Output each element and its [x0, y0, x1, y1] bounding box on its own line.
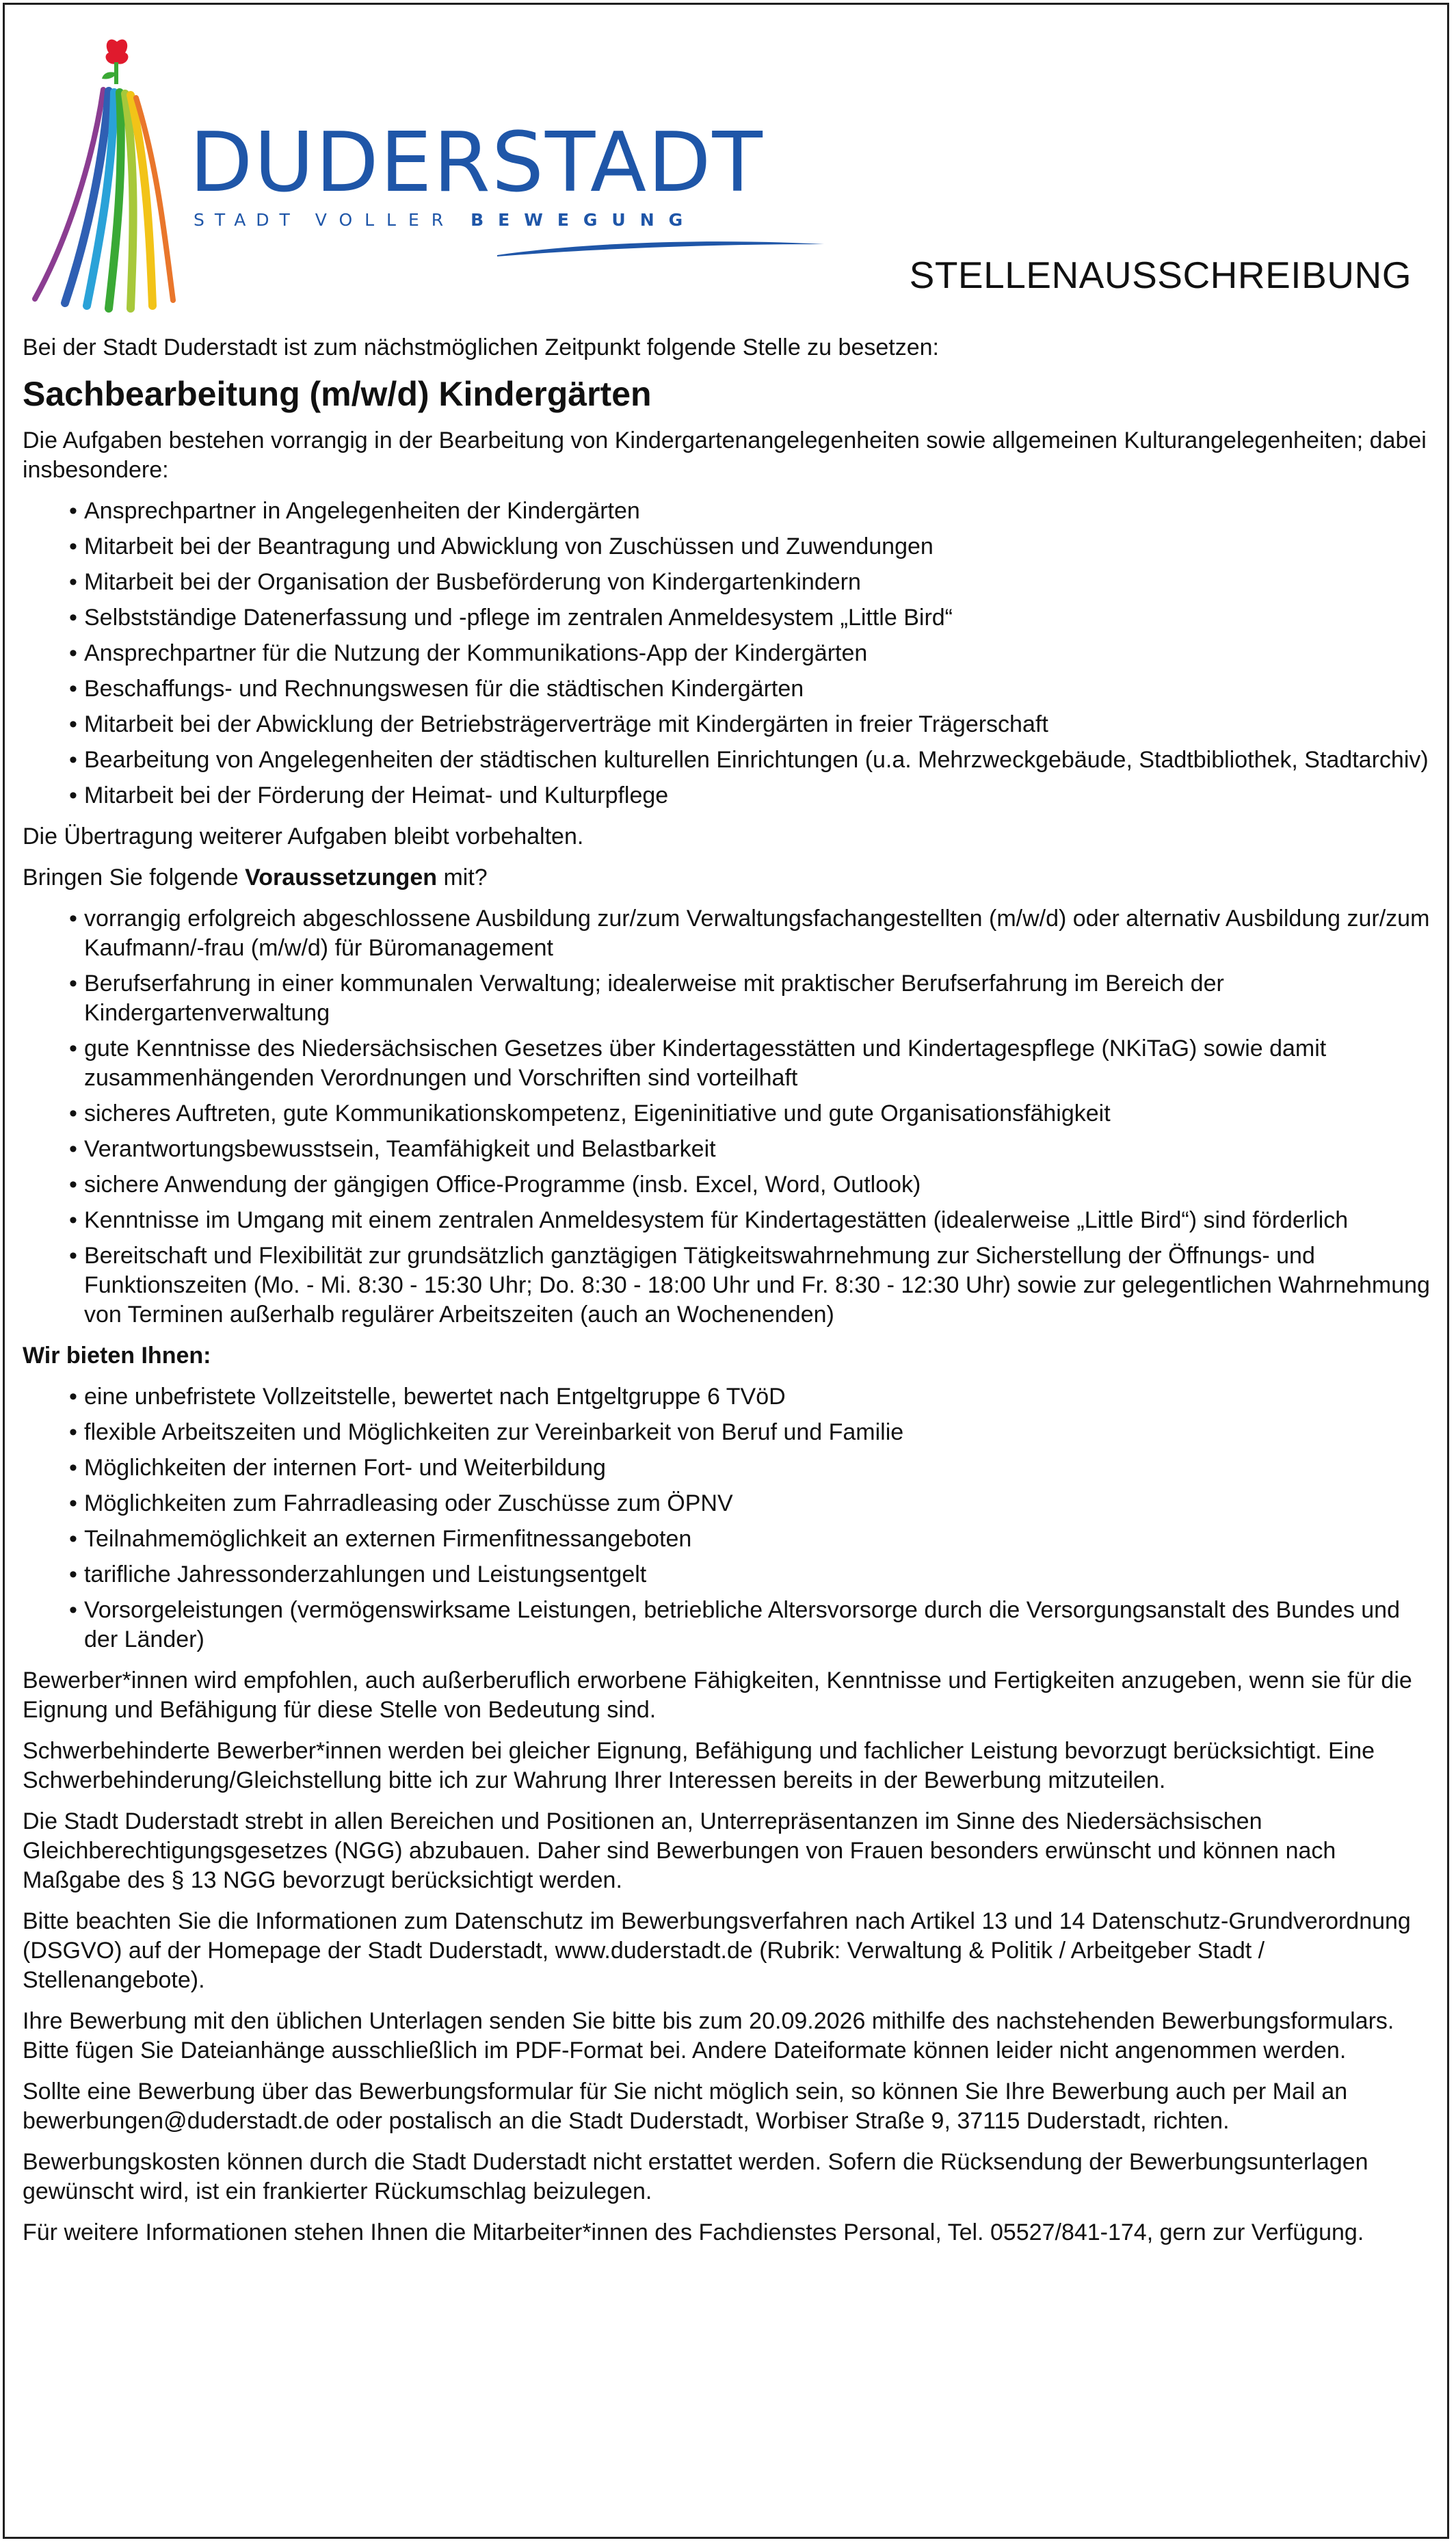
note-application-costs: Bewerbungskosten können durch die Stadt Duderstadt nicht erstattet werden. Sofern die Rücksendung der Bewerbungsunterlagen gewünscht wird, ist ein frankierter Rückumschlag beizulegen. — [23, 2149, 1368, 2204]
list-item: • Ansprechpartner für die Nutzung der Kommunikations-App der Kindergärten — [84, 639, 1431, 668]
logo-swoosh — [497, 237, 825, 261]
list-item: • Verantwortungsbewusstsein, Teamfähigkeit und Belastbarkeit — [84, 1135, 1431, 1164]
list-item: • Möglichkeiten der internen Fort- und Weiterbildung — [84, 1453, 1431, 1483]
list-item: • Mitarbeit bei der Abwicklung der Betriebsträgerverträge mit Kindergärten in freier Trägerschaft — [84, 710, 1431, 739]
list-item: • Mitarbeit bei der Förderung der Heimat- und Kulturpflege — [84, 781, 1431, 810]
requirements-intro — [23, 863, 1431, 893]
requirements-intro-prefix: Bringen Sie folgende — [23, 865, 246, 891]
list-item: • Mitarbeit bei der Organisation der Busbeförderung von Kindergartenkindern — [84, 568, 1431, 597]
tasks-list — [23, 497, 1431, 810]
city-tagline — [194, 211, 697, 228]
city-name-logotype: DUDERSTADT — [189, 116, 764, 211]
note-application-deadline: Ihre Bewerbung mit den üblichen Unterlagen senden Sie bitte bis zum 20.09.2026 mithilfe des nachstehenden Bewerbungsformulars. Bitte fügen Sie Dateianhänge ausschließlich im PDF-Format bei. Andere Dateiformate können leider nicht angenommen werden. — [23, 2008, 1394, 2063]
list-item: • Mitarbeit bei der Beantragung und Abwicklung von Zuschüssen und Zuwendungen — [84, 532, 1431, 562]
note-additional-skills: Bewerber*innen wird empfohlen, auch außerberuflich erworbene Fähigkeiten, Kenntnisse und Fertigkeiten anzugeben, wenn sie für die Eignung und Befähigung für diese Stelle von Bedeutung sind. — [23, 1667, 1412, 1723]
tagline-word-bewegung: BEWEGUNG — [471, 210, 698, 230]
offer-list — [23, 1382, 1431, 1654]
tasks-intro: Die Aufgaben bestehen vorrangig in der Bearbeitung von Kindergartenangelegenheiten sowie allgemeinen Kulturangelegenheiten; dabei insbesondere: — [23, 427, 1427, 483]
list-item: • Ansprechpartner in Angelegenheiten der Kindergärten — [84, 497, 1431, 526]
list-item: • Möglichkeiten zum Fahrradleasing oder Zuschüsse zum ÖPNV — [84, 1489, 1431, 1518]
list-item: • Bereitschaft und Flexibilität zur grundsätzlich ganztägigen Tätigkeitswahrnehmung zur Sicherstellung der Öffnungs- und Funktionszeiten (Mo. - Mi. 8:30 - 15:30 Uhr; Do. 8:30 - 18:00 Uhr und Fr. 8:30 - 12:30 Uhr) sowie zur gelegentlichen Wahrnehmung von Terminen außerhalb regulärer Arbeitszeiten (auch an Wochenenden) — [84, 1241, 1431, 1330]
note-disability: Schwerbehinderte Bewerber*innen werden bei gleicher Eignung, Befähigung und fachlicher Leistung bevorzugt berücksichtigt. Eine Schwerbehinderung/Gleichstellung bitte ich zur Wahrung Ihrer Interessen bereits in der Bewerbung mitzuteilen. — [23, 1738, 1375, 1793]
intro-text: Bei der Stadt Duderstadt ist zum nächstmöglichen Zeitpunkt folgende Stelle zu besetzen: — [23, 334, 939, 360]
list-item: • tarifliche Jahressonderzahlungen und Leistungsentgelt — [84, 1560, 1431, 1590]
list-item: • flexible Arbeitszeiten und Möglichkeiten zur Vereinbarkeit von Beruf und Familie — [84, 1418, 1431, 1447]
note-equality: Die Stadt Duderstadt strebt in allen Bereichen und Positionen an, Unterrepräsentanzen im Sinne des Niedersächsischen Gleichberechtigungsgesetzes (NGG) abzubauen. Daher sind Bewerbungen von Frauen besonders erwünscht und können nach Maßgabe des § 13 NGG bevorzugt berücksichtigt werden. — [23, 1808, 1336, 1893]
list-item: • Teilnahmemöglichkeit an externen Firmenfitnessangeboten — [84, 1525, 1431, 1554]
requirements-intro-suffix: mit? — [437, 865, 488, 891]
document-frame — [3, 3, 1449, 2539]
list-item: • vorrangig erfolgreich abgeschlossene Ausbildung zur/zum Verwaltungsfachangestellten (m/w/d) oder alternativ Ausbildung zur/zum Kaufmann/-frau (m/w/d) für Büromanagement — [84, 904, 1431, 963]
list-item: • Selbstständige Datenerfassung und -pflege im zentralen Anmeldesystem „Little Bird“ — [84, 603, 1431, 633]
tagline-word-voller: VOLLER — [315, 210, 456, 230]
note-data-protection: Bitte beachten Sie die Informationen zum Datenschutz im Bewerbungsverfahren nach Artikel 13 und 14 Datenschutz-Grundverordnung (DSGVO) auf der Homepage der Stadt Duderstadt, www.duderstadt.de (Rubrik: Verwaltung & Politik / Arbeitgeber Stadt / Stellenangebote). — [23, 1908, 1411, 1993]
list-item: • Kenntnisse im Umgang mit einem zentralen Anmeldesystem für Kindertagestätten (idealerweise „Little Bird“) sind förderlich — [84, 1206, 1431, 1235]
tasks-reservation: Die Übertragung weiterer Aufgaben bleibt vorbehalten. — [23, 823, 584, 849]
list-item: • Berufserfahrung in einer kommunalen Verwaltung; idealerweise mit praktischer Berufserfahrung im Bereich der Kindergartenverwaltung — [84, 969, 1431, 1028]
requirements-intro-bold: Voraussetzungen — [245, 865, 437, 891]
note-contact: Für weitere Informationen stehen Ihnen die Mitarbeiter*innen des Fachdienstes Personal, Tel. 05527/841-174, gern zur Verfügung. — [23, 2219, 1364, 2245]
list-item: • Vorsorgeleistungen (vermögenswirksame Leistungen, betriebliche Altersvorsorge durch die Versorgungsanstalt des Bundes und der Länder) — [84, 1596, 1431, 1654]
note-alternative-application: Sollte eine Bewerbung über das Bewerbungsformular für Sie nicht möglich sein, so können Sie Ihre Bewerbung auch per Mail an bewerbungen@duderstadt.de oder postalisch an die Stadt Duderstadt, Worbiser Straße 9, 37115 Duderstadt, richten. — [23, 2079, 1348, 2134]
list-item: • sichere Anwendung der gängigen Office-Programme (insb. Excel, Word, Outlook) — [84, 1170, 1431, 1200]
document-type-heading: STELLENAUSSCHREIBUNG — [909, 254, 1412, 296]
offer-heading: Wir bieten Ihnen: — [23, 1343, 211, 1369]
tagline-word-stadt: STADT — [194, 210, 300, 230]
requirements-list — [23, 904, 1431, 1330]
job-posting-body — [23, 333, 1431, 2259]
list-item: • gute Kenntnisse des Niedersächsischen Gesetzes über Kindertagesstätten und Kindertagespflege (NKiTaG) sowie damit zusammenhängenden Verordnungen und Vorschriften sind vorteilhaft — [84, 1034, 1431, 1093]
city-logo-emblem — [21, 32, 185, 323]
list-item: • Bearbeitung von Angelegenheiten der städtischen kulturellen Einrichtungen (u.a. Mehrzweckgebäude, Stadtbibliothek, Stadtarchiv) — [84, 746, 1431, 775]
list-item: • eine unbefristete Vollzeitstelle, bewertet nach Entgeltgruppe 6 TVöD — [84, 1382, 1431, 1412]
list-item: • Beschaffungs- und Rechnungswesen für die städtischen Kindergärten — [84, 674, 1431, 704]
list-item: • sicheres Auftreten, gute Kommunikationskompetenz, Eigeninitiative und gute Organisationsfähigkeit — [84, 1099, 1431, 1129]
job-title: Sachbearbeitung (m/w/d) Kindergärten — [23, 375, 652, 413]
